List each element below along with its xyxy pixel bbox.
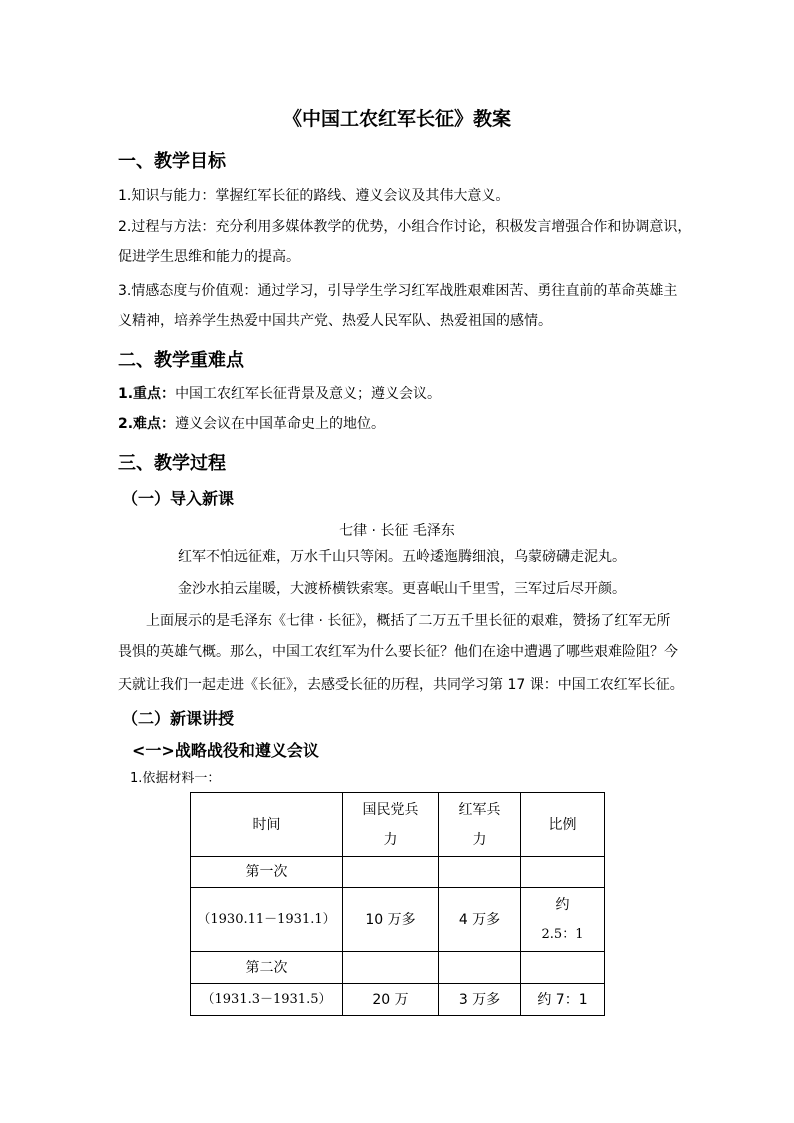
cell-campaign-1-dates: （1930.11－1931.1） <box>191 888 343 952</box>
intro-paragraph-line1: 上面展示的是毛泽东《七律 · 长征》，概括了二万五千里长征的艰难，赞扬了红军无所 <box>146 613 671 629</box>
cell-red-2: 3 万多 <box>439 984 521 1016</box>
table-row <box>191 888 605 952</box>
header-kmt-troops <box>343 793 439 857</box>
header-ratio: 比例 <box>521 793 605 857</box>
poem-title: 七律 · 长征 毛泽东 <box>339 523 455 539</box>
table-row <box>191 952 605 984</box>
key-point-text: 中国工农红军长征背景及意义；遵义会议。 <box>175 386 442 402</box>
objective-emotion-line2: 义精神，培养学生热爱中国共产党、热爱人民军队、热爱祖国的感情。 <box>118 313 552 329</box>
material-label: 1.依据材料一： <box>130 771 221 786</box>
header-kmt-troops-line2: 力 <box>383 831 398 848</box>
header-time: 时间 <box>191 793 343 857</box>
table-row <box>191 857 605 888</box>
intro-paragraph-line2: 畏惧的英雄气概。那么，中国工农红军为什么要长征？他们在途中遭遇了哪些艰难险阻？今 <box>118 644 678 660</box>
cell-empty <box>439 857 521 888</box>
cell-ratio-1-line2: 2.5：1 <box>541 926 584 942</box>
objective-emotion-line1: 3.情感态度与价值观：通过学习，引导学生学习红军战胜艰难困苦、勇往直前的革命英雄主 <box>118 283 678 299</box>
cell-ratio-2: 约 7：1 <box>521 984 605 1016</box>
subheading-intro: （一）导入新课 <box>122 489 235 508</box>
cell-campaign-2-dates: （1931.3－1931.5） <box>191 984 343 1016</box>
cell-campaign-2: 第二次 <box>191 952 343 984</box>
header-red-army-troops <box>439 793 521 857</box>
cell-empty <box>343 857 439 888</box>
subheading-strategy: <一>战略战役和遵义会议 <box>132 741 319 760</box>
difficult-point-text: 遵义会议在中国革命史上的地位。 <box>175 416 386 432</box>
cell-red-1: 4 万多 <box>439 888 521 952</box>
document-title: 《中国工农红军长征》教案 <box>282 108 511 130</box>
key-point-label: 1.重点： <box>118 386 176 402</box>
cell-empty <box>343 952 439 984</box>
section-heading-objectives: 一、教学目标 <box>118 151 226 172</box>
troop-comparison-table <box>190 792 605 1016</box>
difficult-point <box>118 414 385 434</box>
cell-ratio-1 <box>521 888 605 952</box>
header-red-army-line1: 红军兵 <box>458 801 501 818</box>
cell-empty <box>521 952 605 984</box>
poem-line-1: 红军不怕远征难，万水千山只等闲。五岭逶迤腾细浪，乌蒙磅礴走泥丸。 <box>178 549 626 565</box>
cell-kmt-1: 10 万多 <box>343 888 439 952</box>
objective-process-line2: 促进学生思维和能力的提高。 <box>118 249 300 265</box>
header-kmt-troops-line1: 国民党兵 <box>362 801 419 818</box>
section-heading-key-points: 二、教学重难点 <box>118 350 244 371</box>
section-heading-process: 三、教学过程 <box>118 453 226 474</box>
intro-paragraph-line3: 天就让我们一起走进《长征》，去感受长征的历程，共同学习第 17 课：中国工农红军长征。 <box>118 677 684 693</box>
subheading-new-lesson: （二）新课讲授 <box>122 709 235 728</box>
objective-process-line1: 2.过程与方法：充分利用多媒体教学的优势，小组合作讨论，积极发言增强合作和协调意识， <box>118 219 692 235</box>
table-row <box>191 984 605 1016</box>
cell-campaign-1: 第一次 <box>191 857 343 888</box>
key-point <box>118 384 441 404</box>
cell-empty <box>521 857 605 888</box>
cell-ratio-1-line1: 约 <box>555 896 570 913</box>
objective-knowledge: 1.知识与能力：掌握红军长征的路线、遵义会议及其伟大意义。 <box>118 188 510 204</box>
header-red-army-line2: 力 <box>472 831 487 848</box>
cell-empty <box>439 952 521 984</box>
cell-kmt-2: 20 万 <box>343 984 439 1016</box>
difficult-point-label: 2.难点： <box>118 416 176 432</box>
poem-line-2: 金沙水拍云崖暖，大渡桥横铁索寒。更喜岷山千里雪，三军过后尽开颜。 <box>178 581 626 597</box>
table-header-row <box>191 793 605 857</box>
